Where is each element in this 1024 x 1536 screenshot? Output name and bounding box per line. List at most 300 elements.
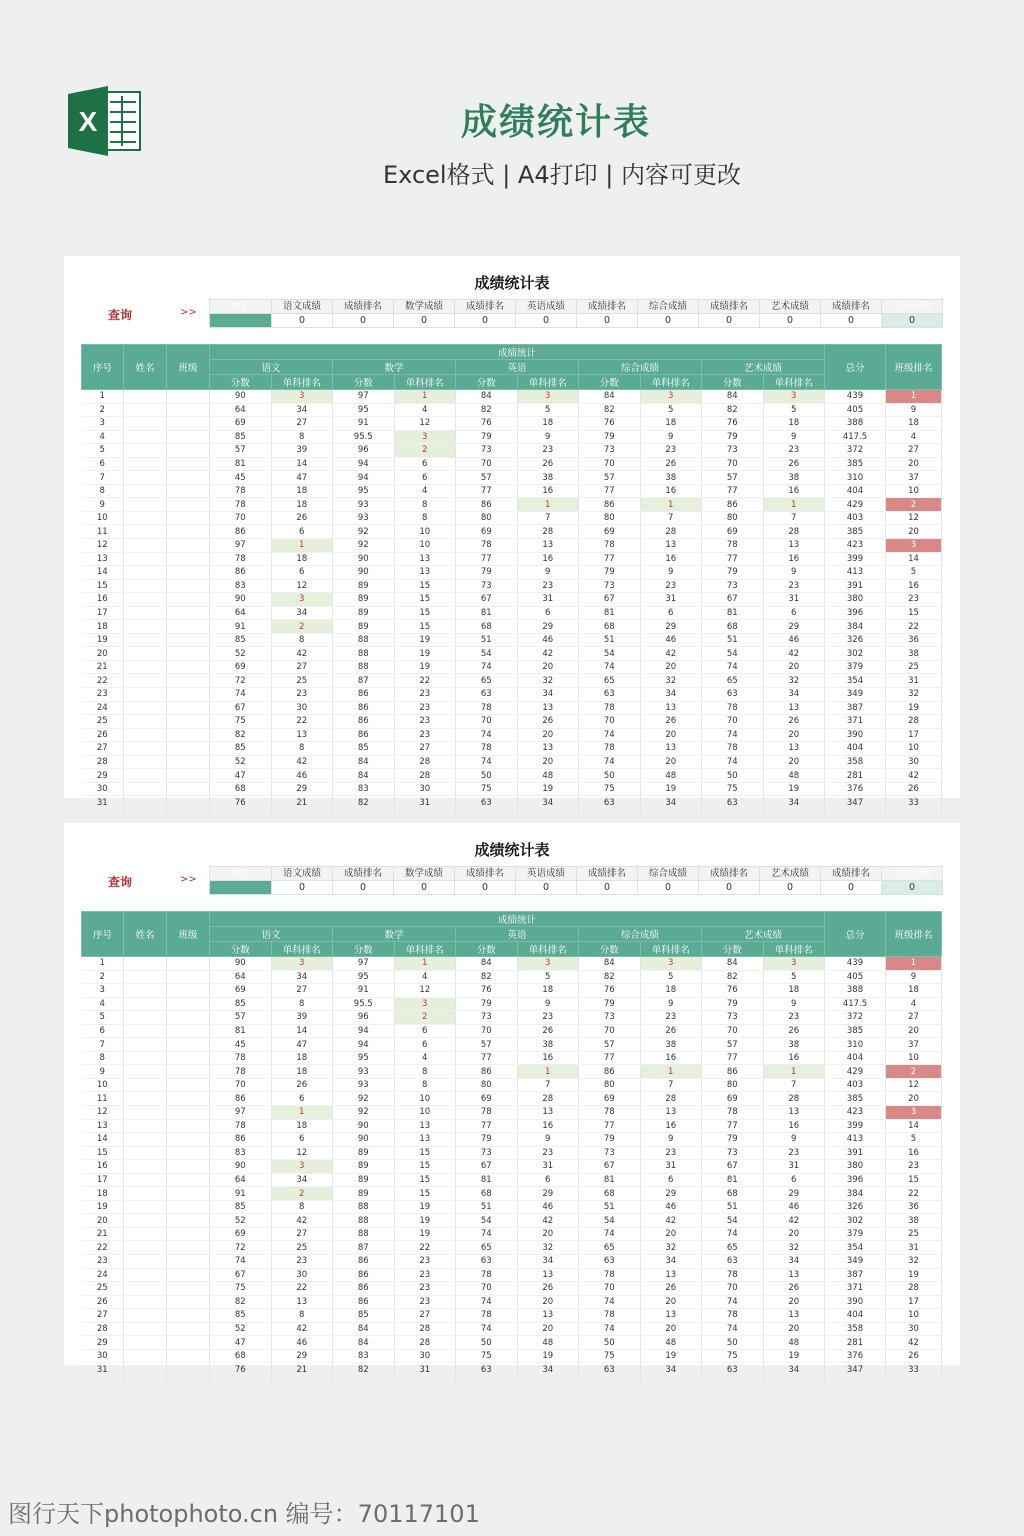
table-cell: 78 [456,539,518,553]
name-cell [124,1106,167,1120]
table-cell: 358 [825,1322,886,1336]
table-cell: 86 [210,566,272,580]
class-cell [167,444,210,458]
table-row [82,1349,942,1363]
table-cell: 1 [271,1106,333,1120]
table-cell: 20 [763,660,825,674]
table-cell: 76 [210,1363,272,1377]
table-cell: 42 [886,769,942,783]
table-cell: 429 [825,498,886,512]
table-cell [825,809,886,815]
table-row [82,970,942,984]
table-cell: 20 [517,728,579,742]
table-cell: 70 [702,1024,764,1038]
table-cell: 13 [640,701,702,715]
table-cell: 89 [333,620,395,634]
table-cell: 34 [763,1255,825,1269]
table-row [82,1241,942,1255]
table-cell: 88 [333,647,395,661]
table-cell: 85 [210,742,272,756]
table-cell: 79 [579,566,641,580]
query-header-row [210,300,943,314]
table-body [82,390,942,815]
table-row [82,957,942,971]
table-row [82,471,942,485]
table-cell: 64 [210,403,272,417]
table-cell: 64 [210,970,272,984]
table-cell: 26 [640,1282,702,1296]
table-cell: 77 [579,484,641,498]
table-cell: 5 [640,970,702,984]
table-cell: 63 [579,796,641,810]
table-cell: 23 [763,579,825,593]
table-header-row [82,927,942,942]
table-cell: 2 [394,1011,456,1025]
name-cell [124,1309,167,1323]
table-cell: 27 [82,1309,124,1323]
class-cell [167,1336,210,1350]
table-cell: 86 [579,1065,641,1079]
table-cell: 22 [886,620,942,634]
rank-subheader: 单科排名 [517,375,579,390]
class-cell [167,1268,210,1282]
table-cell: 94 [333,457,395,471]
class-cell [167,688,210,702]
table-cell: 37 [886,471,942,485]
table-header-row [82,360,942,375]
table-cell: 34 [517,1363,579,1377]
table-cell: 310 [825,471,886,485]
name-cell [124,1092,167,1106]
table-cell: 20 [517,1322,579,1336]
table-cell: 82 [210,728,272,742]
table-cell: 13 [394,566,456,580]
query-label[interactable]: 查询 [108,875,133,889]
query-header-cell: 语文成绩 [272,867,333,881]
table-cell: 5 [517,403,579,417]
table-cell: 13 [763,1268,825,1282]
table-cell: 18 [640,417,702,431]
table-cell: 68 [456,1187,518,1201]
table-cell: 54 [456,1214,518,1228]
table-cell: 27 [886,1011,942,1025]
table-cell: 73 [579,1011,641,1025]
table-cell: 48 [640,1336,702,1350]
name-cell [124,769,167,783]
table-cell: 16 [763,1119,825,1133]
table-cell: 84 [702,957,764,971]
table-cell: 89 [333,606,395,620]
table-cell: 2 [82,970,124,984]
table-cell: 34 [517,796,579,810]
table-cell: 36 [886,1200,942,1214]
query-value-cell: 0 [699,881,760,895]
table-cell: 57 [579,1038,641,1052]
table-cell: 33 [886,1363,942,1377]
query-value-cell: 0 [394,881,455,895]
table-cell: 27 [394,1309,456,1323]
class-cell [167,579,210,593]
table-cell: 86 [333,1282,395,1296]
table-cell: 9 [82,498,124,512]
score-subheader: 分数 [702,942,764,957]
table-cell: 10 [394,1092,456,1106]
table-cell: 50 [456,769,518,783]
table-cell: 73 [702,444,764,458]
table-cell: 23 [82,1255,124,1269]
table-cell: 30 [394,782,456,796]
table-cell: 13 [517,1268,579,1282]
table-cell: 8 [271,430,333,444]
table-cell: 32 [517,1241,579,1255]
table-cell: 29 [640,1187,702,1201]
table-cell: 31 [763,593,825,607]
table-cell: 25 [271,674,333,688]
table-cell: 19 [394,1214,456,1228]
table-cell: 8 [394,1065,456,1079]
table-cell: 38 [763,1038,825,1052]
table-cell: 81 [579,1173,641,1187]
table-cell: 84 [456,390,518,404]
table-cell: 28 [394,1336,456,1350]
table-cell: 3 [640,957,702,971]
table-cell: 18 [271,552,333,566]
table-cell: 73 [702,1011,764,1025]
name-cell [124,674,167,688]
table-cell: 37 [886,1038,942,1052]
name-cell [124,552,167,566]
table-cell: 77 [579,1119,641,1133]
table-cell: 34 [517,688,579,702]
table-cell: 4 [886,997,942,1011]
table-cell: 5 [763,403,825,417]
class-cell [167,484,210,498]
table-cell: 85 [210,1200,272,1214]
class-cell [167,1295,210,1309]
table-cell: 19 [640,782,702,796]
name-cell [124,796,167,810]
table-cell: 63 [456,1255,518,1269]
table-cell: 20 [517,755,579,769]
table-cell: 75 [210,715,272,729]
table-cell: 9 [517,1133,579,1147]
table-cell: 30 [82,782,124,796]
table-cell: 73 [579,444,641,458]
table-cell: 13 [517,1309,579,1323]
table-cell: 74 [579,728,641,742]
table-cell: 46 [271,1336,333,1350]
class-cell [167,1011,210,1025]
table-cell: 88 [333,1227,395,1241]
table-cell: 8 [271,633,333,647]
table-cell: 84 [456,957,518,971]
name-cell [124,1160,167,1174]
table-row-cut [82,809,942,815]
table-cell: 3 [886,539,942,553]
table-cell: 30 [886,1322,942,1336]
table-cell: 3 [82,984,124,998]
table-cell: 68 [456,620,518,634]
table-cell: 13 [82,552,124,566]
col-seq-header: 序号 [82,345,124,390]
table-cell: 399 [825,552,886,566]
table-row [82,1295,942,1309]
table-cell: 78 [456,701,518,715]
class-cell [167,1146,210,1160]
table-row [82,430,942,444]
table-cell: 281 [825,1336,886,1350]
table-cell: 65 [702,674,764,688]
table-cell [210,1376,272,1382]
table-cell: 22 [886,1187,942,1201]
table-cell: 10 [886,1051,942,1065]
table-cell: 79 [702,997,764,1011]
table-cell: 94 [333,1024,395,1038]
table-cell: 7 [763,1078,825,1092]
table-cell: 29 [763,620,825,634]
table-cell: 57 [210,444,272,458]
table-cell: 42 [271,647,333,661]
table-cell: 70 [702,715,764,729]
query-name-input[interactable] [210,881,272,895]
table-cell: 18 [271,498,333,512]
table-cell: 87 [333,1241,395,1255]
table-row [82,728,942,742]
table-cell: 30 [82,1349,124,1363]
table-cell: 33 [886,796,942,810]
table-cell: 73 [456,444,518,458]
score-group-header: 成绩统计 [210,345,825,360]
page-header [0,0,1024,240]
table-cell: 391 [825,579,886,593]
name-cell [124,782,167,796]
table-cell: 84 [579,957,641,971]
table-cell: 3 [82,417,124,431]
table-cell [763,809,825,815]
name-cell [124,660,167,674]
table-cell: 52 [210,1214,272,1228]
table-cell: 65 [579,1241,641,1255]
table-cell: 19 [886,701,942,715]
query-value-cell: 0 [516,314,577,328]
table-cell: 372 [825,1011,886,1025]
table-cell: 18 [82,620,124,634]
table-cell: 50 [702,1336,764,1350]
table-cell: 8 [271,742,333,756]
table-cell: 387 [825,1268,886,1282]
table-row [82,390,942,404]
table-cell: 2 [394,444,456,458]
query-header-cell: 语文成绩 [272,300,333,314]
rank-subheader: 单科排名 [640,942,702,957]
table-cell: 19 [82,633,124,647]
table-cell: 20 [640,1227,702,1241]
table-cell: 46 [517,633,579,647]
table-cell: 19 [394,660,456,674]
table-cell: 54 [702,1214,764,1228]
table-cell [167,809,210,815]
table-cell: 86 [456,498,518,512]
query-label[interactable]: 查询 [108,308,133,322]
table-row [82,1268,942,1282]
table-cell: 91 [210,620,272,634]
table-cell: 5 [82,444,124,458]
name-cell [124,620,167,634]
table-cell: 79 [456,566,518,580]
table-cell: 16 [82,593,124,607]
table-cell: 22 [82,1241,124,1255]
table-cell: 82 [579,970,641,984]
table-cell: 19 [394,633,456,647]
class-cell [167,620,210,634]
table-cell [886,1376,942,1382]
score-subheader: 分数 [210,942,272,957]
table-cell: 81 [702,1173,764,1187]
table-cell [82,1376,124,1382]
table-cell: 42 [517,1214,579,1228]
table-cell: 16 [517,1051,579,1065]
table-cell: 63 [456,1363,518,1377]
table-cell: 22 [394,674,456,688]
query-value-cell: 0 [272,881,333,895]
table-cell: 14 [82,1133,124,1147]
rank-subheader: 单科排名 [763,375,825,390]
table-cell: 83 [210,579,272,593]
table-cell: 16 [640,1051,702,1065]
table-cell: 83 [333,1349,395,1363]
table-cell: 1 [517,1065,579,1079]
table-cell: 81 [210,457,272,471]
table-cell: 77 [456,1051,518,1065]
table-cell: 94 [333,1038,395,1052]
table-cell: 10 [886,1309,942,1323]
table-cell: 20 [886,457,942,471]
sheet-title: 成绩统计表 [474,274,550,292]
table-cell: 403 [825,1078,886,1092]
subject-header: 数学 [333,927,456,942]
class-cell [167,1106,210,1120]
table-cell: 72 [210,1241,272,1255]
table-cell: 29 [517,1187,579,1201]
table-cell: 34 [763,796,825,810]
table-cell: 31 [394,796,456,810]
table-cell: 51 [579,633,641,647]
table-cell: 388 [825,417,886,431]
table-cell: 8 [394,511,456,525]
query-header-cell: 成绩排名 [699,867,760,881]
score-subheader: 分数 [702,375,764,390]
table-cell: 16 [82,1160,124,1174]
table-cell: 14 [271,1024,333,1038]
table-cell: 84 [702,390,764,404]
table-cell: 12 [394,984,456,998]
table-cell: 38 [886,647,942,661]
table-cell: 54 [456,647,518,661]
table-cell [394,809,456,815]
table-cell: 50 [702,769,764,783]
table-cell: 46 [517,1200,579,1214]
table-cell: 9 [517,430,579,444]
table-cell: 6 [271,1133,333,1147]
table-cell: 89 [333,593,395,607]
rank-subheader: 单科排名 [394,942,456,957]
table-cell: 372 [825,444,886,458]
name-cell [124,390,167,404]
query-name-input[interactable] [210,314,272,328]
table-cell: 78 [210,552,272,566]
table-cell: 1 [640,1065,702,1079]
table-cell: 16 [886,579,942,593]
table-cell: 4 [394,403,456,417]
table-cell: 10 [394,525,456,539]
table-cell: 85 [333,1309,395,1323]
table-cell: 75 [456,1349,518,1363]
table-cell: 26 [640,715,702,729]
table-cell: 84 [579,390,641,404]
table-cell: 16 [763,484,825,498]
table-cell [271,809,333,815]
table-cell: 67 [702,593,764,607]
table-cell: 18 [763,417,825,431]
table-cell: 85 [210,633,272,647]
table-cell: 83 [210,1146,272,1160]
score-subheader: 分数 [333,942,395,957]
table-cell: 26 [763,1282,825,1296]
class-cell [167,1309,210,1323]
class-cell [167,647,210,661]
table-cell: 6 [394,471,456,485]
class-cell [167,606,210,620]
table-cell: 7 [640,1078,702,1092]
table-cell: 5 [517,970,579,984]
class-cell [167,566,210,580]
table-cell: 326 [825,633,886,647]
table-cell: 4 [82,997,124,1011]
table-cell: 13 [640,1309,702,1323]
table-cell: 86 [333,728,395,742]
query-header-cell: 成绩排名 [333,300,394,314]
table-row [82,769,942,783]
table-cell: 73 [702,579,764,593]
class-cell [167,593,210,607]
class-cell [167,1173,210,1187]
table-cell: 46 [640,633,702,647]
table-cell: 63 [702,1255,764,1269]
table-cell: 387 [825,701,886,715]
table-cell: 391 [825,1146,886,1160]
table-cell: 48 [517,1336,579,1350]
table-cell: 26 [517,715,579,729]
spreadsheet-preview-2 [64,823,960,1375]
table-cell: 30 [886,755,942,769]
name-cell [124,539,167,553]
table-cell: 79 [456,1133,518,1147]
table-cell: 390 [825,728,886,742]
table-cell: 82 [333,1363,395,1377]
table-cell: 32 [517,674,579,688]
table-cell: 13 [394,1133,456,1147]
table-cell: 77 [579,552,641,566]
name-cell [124,1187,167,1201]
class-cell [167,674,210,688]
table-cell: 26 [640,457,702,471]
subject-header: 数学 [333,360,456,375]
table-cell: 88 [333,633,395,647]
table-cell: 15 [394,1187,456,1201]
table-cell: 47 [210,769,272,783]
table-cell: 6 [394,1024,456,1038]
table-cell: 93 [333,511,395,525]
